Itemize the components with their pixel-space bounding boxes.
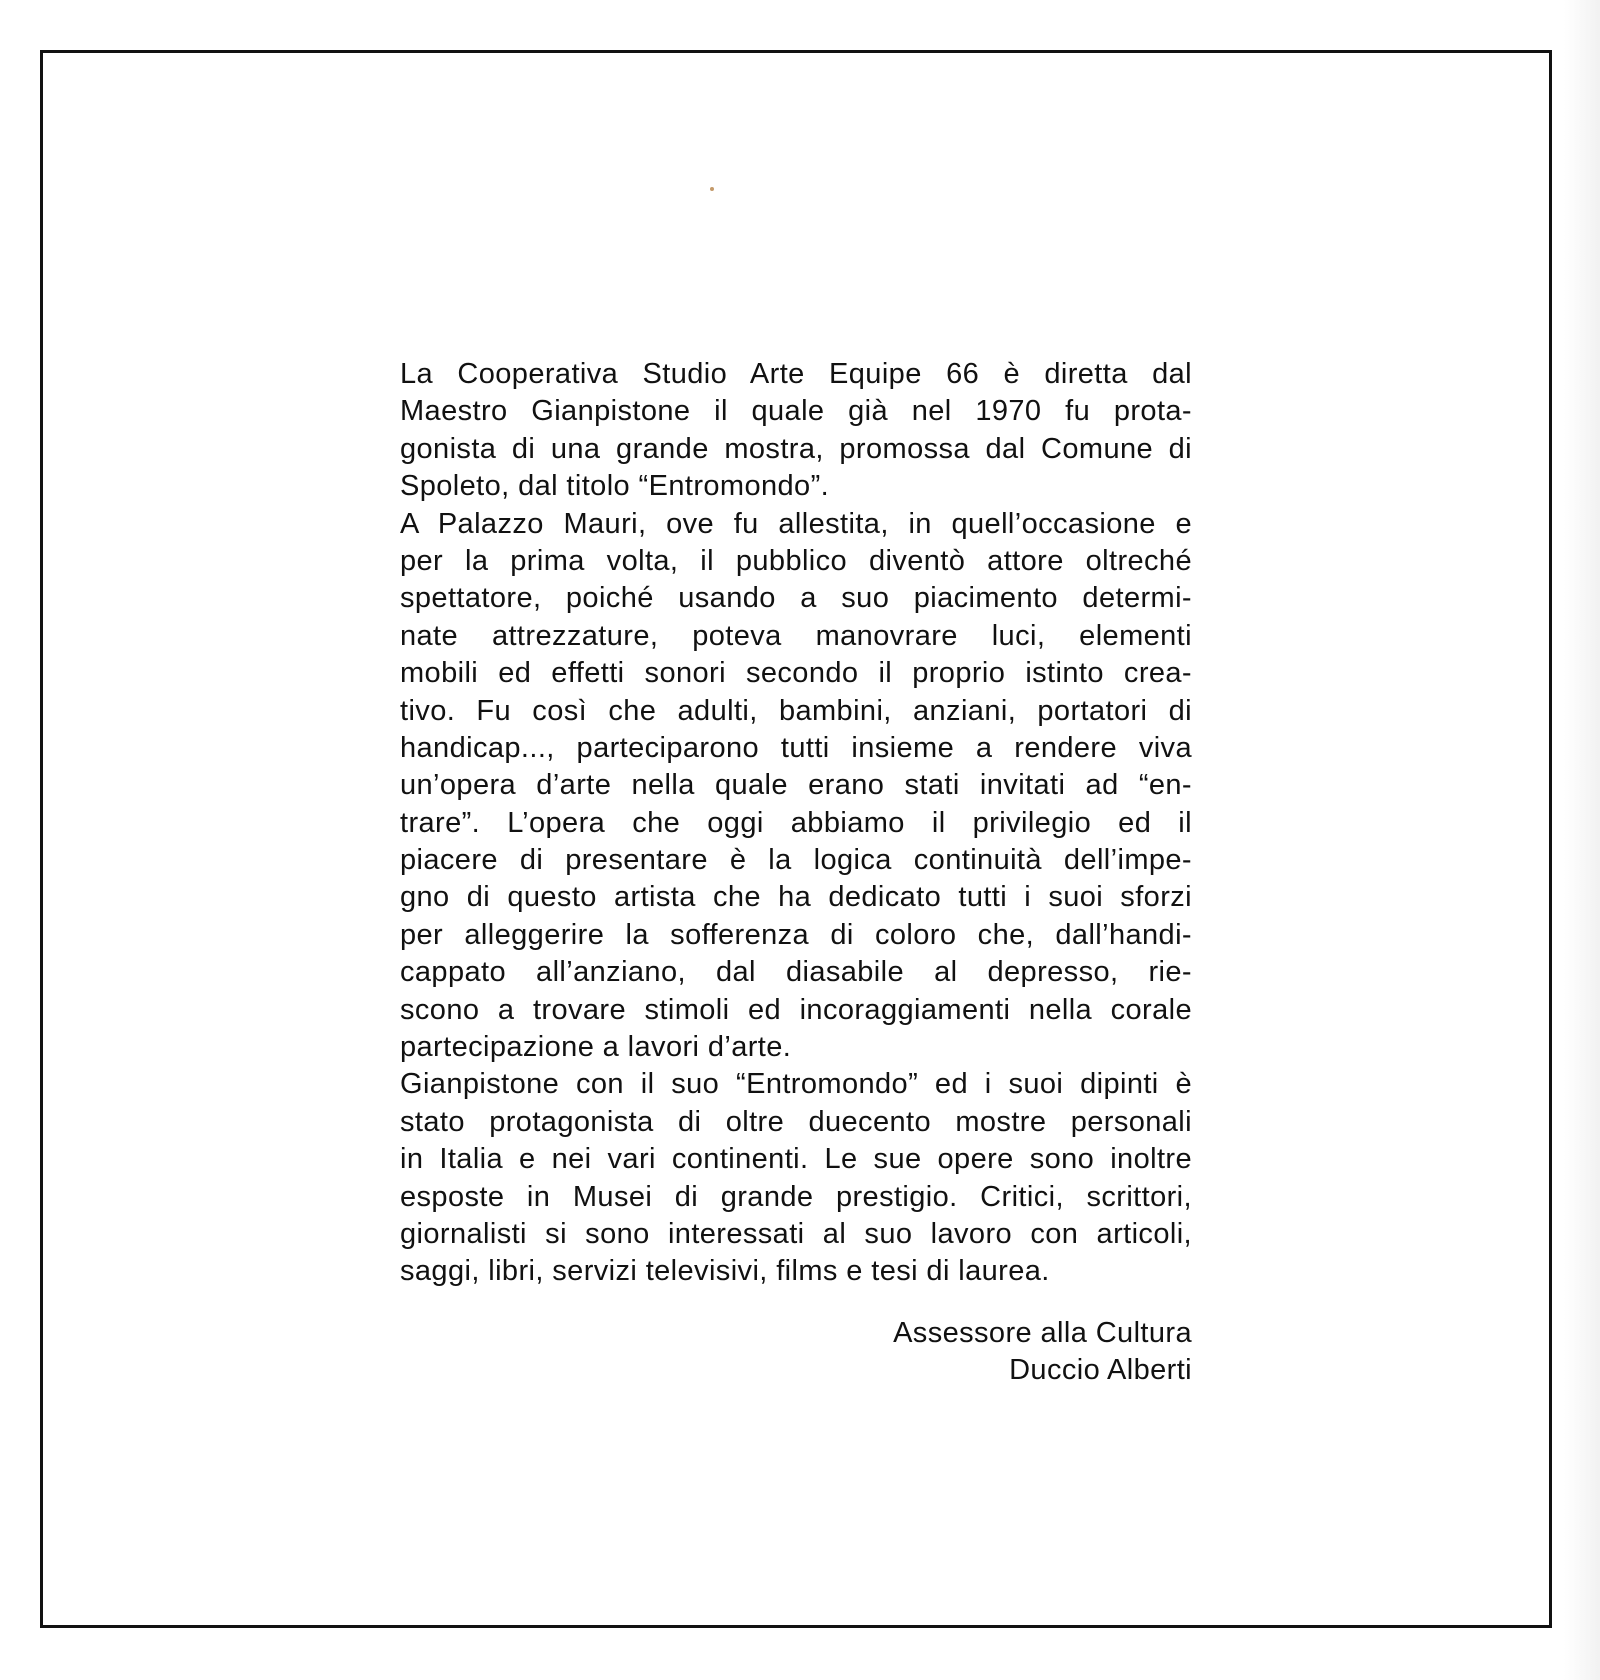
signature-role: Assessore alla Cultura — [893, 1317, 1192, 1349]
text-line: per la prima volta, il pubblico diventò attore oltreché — [400, 544, 1192, 577]
text-line: in Italia e nei vari continenti. Le sue opere sono inoltre — [400, 1143, 1192, 1176]
text-line: trare”. L’opera che oggi abbiamo il privilegio ed il — [400, 806, 1192, 839]
text-line: stato protagonista di oltre duecento mostre personali — [400, 1105, 1192, 1138]
text-line: gno di questo artista che ha dedicato tutti i suoi sforzi — [400, 881, 1192, 914]
signature-name: Duccio Alberti — [1009, 1354, 1192, 1386]
text-line: mobili ed effetti sonori secondo il proprio istinto crea- — [400, 657, 1192, 690]
text-line: partecipazione a lavori d’arte. — [400, 1031, 792, 1064]
text-line: giornalisti si sono interessati al suo lavoro con articoli, — [400, 1217, 1192, 1250]
text-line: spettatore, poiché usando a suo piacimento determi- — [400, 582, 1192, 615]
text-line: La Cooperativa Studio Arte Equipe 66 è diretta dal — [400, 358, 1192, 390]
text-line: per alleggerire la sofferenza di coloro che, dall’handi- — [400, 918, 1192, 951]
body-text — [400, 356, 1192, 1291]
text-line: Gianpistone con il suo “Entromondo” ed i suoi dipinti è — [400, 1068, 1192, 1101]
paper-speck — [710, 187, 714, 191]
text-line: nate attrezzature, poteva manovrare luci, elementi — [400, 619, 1192, 652]
text-line: gonista di una grande mostra, promossa dal Comune di — [400, 432, 1192, 465]
text-line: piacere di presentare è la logica continuità dell’impe- — [400, 844, 1192, 877]
page-edge-shadow — [1564, 0, 1600, 1680]
text-line: handicap..., parteciparono tutti insieme a rendere viva — [400, 731, 1192, 764]
text-line: esposte in Musei di grande prestigio. Critici, scrittori, — [400, 1180, 1192, 1213]
text-line: A Palazzo Mauri, ove fu allestita, in quell’occasione e — [400, 507, 1192, 540]
text-line: Maestro Gianpistone il quale già nel 1970 fu prota- — [400, 395, 1192, 428]
text-line: un’opera d’arte nella quale erano stati invitati ad “en- — [400, 769, 1192, 802]
signature-block — [893, 1315, 1192, 1389]
text-line: cappato all’anziano, dal diasabile al depresso, rie- — [400, 956, 1192, 989]
text-line: saggi, libri, servizi televisivi, films e tesi di laurea. — [400, 1255, 1050, 1288]
text-line: tivo. Fu così che adulti, bambini, anziani, portatori di — [400, 694, 1192, 727]
text-line: scono a trovare stimoli ed incoraggiamenti nella corale — [400, 993, 1192, 1026]
text-line: Spoleto, dal titolo “Entromondo”. — [400, 470, 830, 503]
